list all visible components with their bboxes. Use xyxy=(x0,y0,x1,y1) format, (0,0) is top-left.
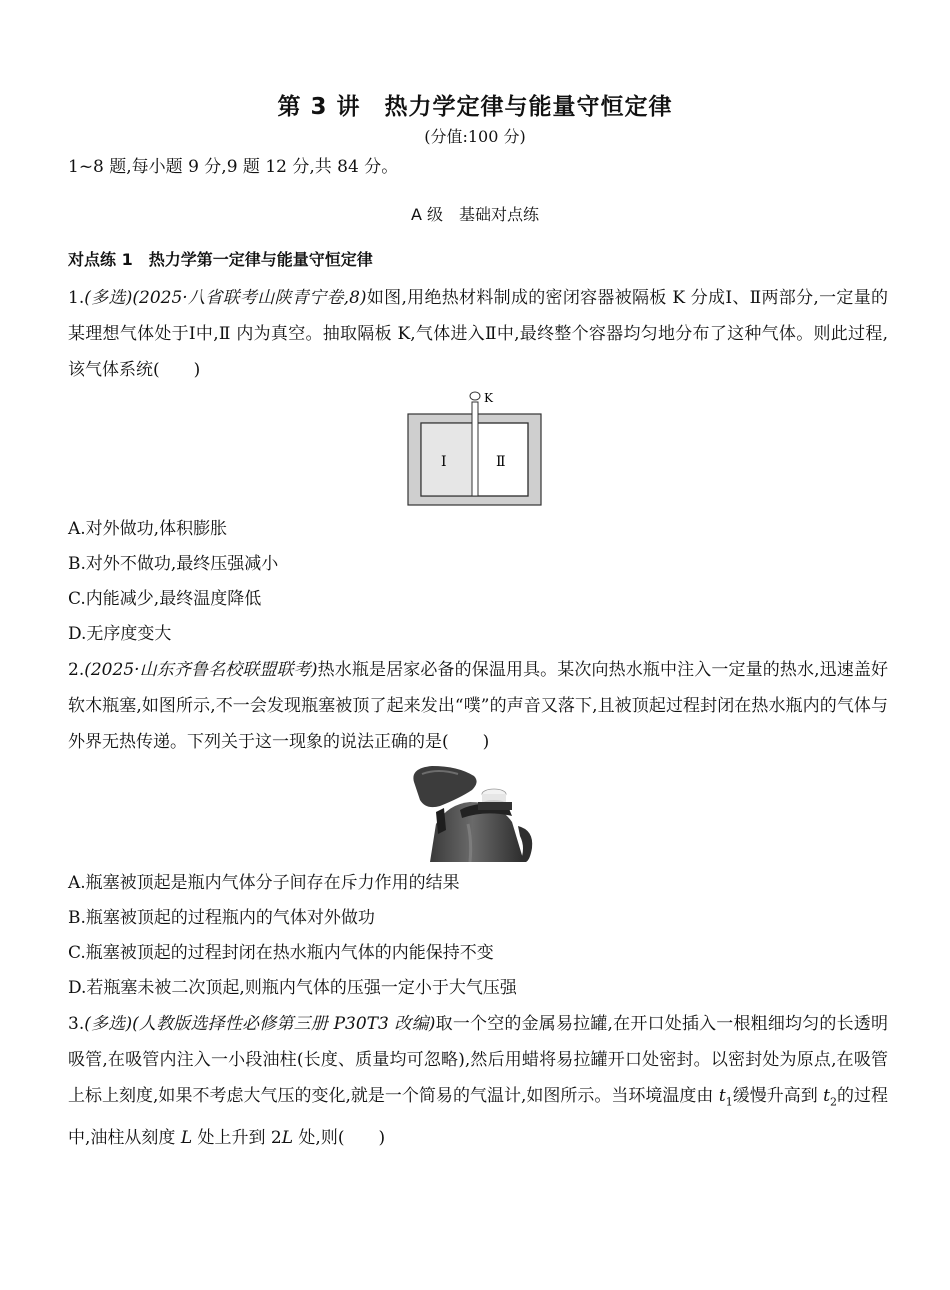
question-2 xyxy=(68,652,888,760)
temperature-t1-subscript: 1 xyxy=(725,1095,733,1109)
question-text: 处上升到 2 xyxy=(192,1128,282,1149)
question-number: 1. xyxy=(68,288,85,308)
question-text: 如图,用绝热材料制成的密闭容器被隔板 K 分成Ⅰ、Ⅱ两部分,一定量的某理想气体处于Ⅰ中,Ⅱ 内为真空。抽取隔板 K,气体进入Ⅱ中,最终整个容器均匀地分布了这种气体。则此过程,该气体系统( ) xyxy=(68,288,888,380)
q1-option-d: D.无序度变大 xyxy=(68,624,172,644)
temperature-t2-subscript: 2 xyxy=(829,1095,837,1109)
question-1 xyxy=(68,280,888,388)
q2-option-a: A.瓶塞被顶起是瓶内气体分子间存在斥力作用的结果 xyxy=(68,873,460,893)
chamber-2-label: Ⅱ xyxy=(496,454,506,470)
length-2l: L xyxy=(281,1128,294,1149)
q2-option-d: D.若瓶塞未被二次顶起,则瓶内气体的压强一定小于大气压强 xyxy=(68,978,517,998)
question-number: 3. xyxy=(68,1014,85,1034)
q1-option-a: A.对外做功,体积膨胀 xyxy=(68,519,228,539)
temperature-t1: t xyxy=(718,1086,726,1106)
partition-k-label: K xyxy=(484,391,493,405)
q1-option-c: C.内能减少,最终温度降低 xyxy=(68,589,262,609)
temperature-t2: t xyxy=(823,1086,830,1106)
q2-option-b: B.瓶塞被顶起的过程瓶内的气体对外做功 xyxy=(68,908,375,928)
chamber-1-label: Ⅰ xyxy=(441,454,447,470)
q1-option-b: B.对外不做功,最终压强减小 xyxy=(68,554,279,574)
question-number: 2. xyxy=(68,660,85,680)
score-note: (分值:100 分) xyxy=(424,127,526,146)
practice-heading: 对点练 1 热力学第一定律与能量守恒定律 xyxy=(68,250,373,269)
section-heading: A 级 基础对点练 xyxy=(410,205,540,224)
question-3 xyxy=(68,1006,888,1156)
question-text: 缓慢升高到 xyxy=(732,1086,824,1106)
question-source: (2025·山东齐鲁名校联盟联考) xyxy=(84,660,318,680)
question-source: (多选)(人教版选择性必修第三册 P30T3 改编) xyxy=(84,1014,436,1034)
page-title: 第 3 讲 热力学定律与能量守恒定律 xyxy=(277,94,673,120)
question-text: 取一个空的金属易拉罐,在开口处插入一根粗细均匀的长透明吸管,在吸管内注入一小段油柱(长度、质量均可忽略),然后用蜡将易拉罐开口处密封。以密封处为原点,在吸管上标上刻度,如果不考虑大气压的变化,就是一个简易的气温计,如图所示。当环境温度由 xyxy=(68,1014,889,1106)
length-l: L xyxy=(180,1128,193,1149)
question-text: 的过程中,油柱从刻度 xyxy=(68,1086,889,1149)
question-source: (多选)(2025·八省联考山陕青宁卷,8) xyxy=(84,288,367,308)
container-partition-figure xyxy=(405,386,545,508)
thermos-bottle-photo xyxy=(408,764,536,862)
q2-option-c: C.瓶塞被顶起的过程封闭在热水瓶内气体的内能保持不变 xyxy=(68,943,494,963)
question-text: 热水瓶是居家必备的保温用具。某次向热水瓶中注入一定量的热水,迅速盖好软木瓶塞,如图所示,不一会发现瓶塞被顶了起来发出“噗”的声音又落下,且被顶起过程封闭在热水瓶内的气体与外界无热传递。下列关于这一现象的说法正确的是( ) xyxy=(68,660,888,752)
instructions: 1~8 题,每小题 9 分,9 题 12 分,共 84 分。 xyxy=(68,157,399,177)
question-text: 处,则( ) xyxy=(293,1128,386,1149)
